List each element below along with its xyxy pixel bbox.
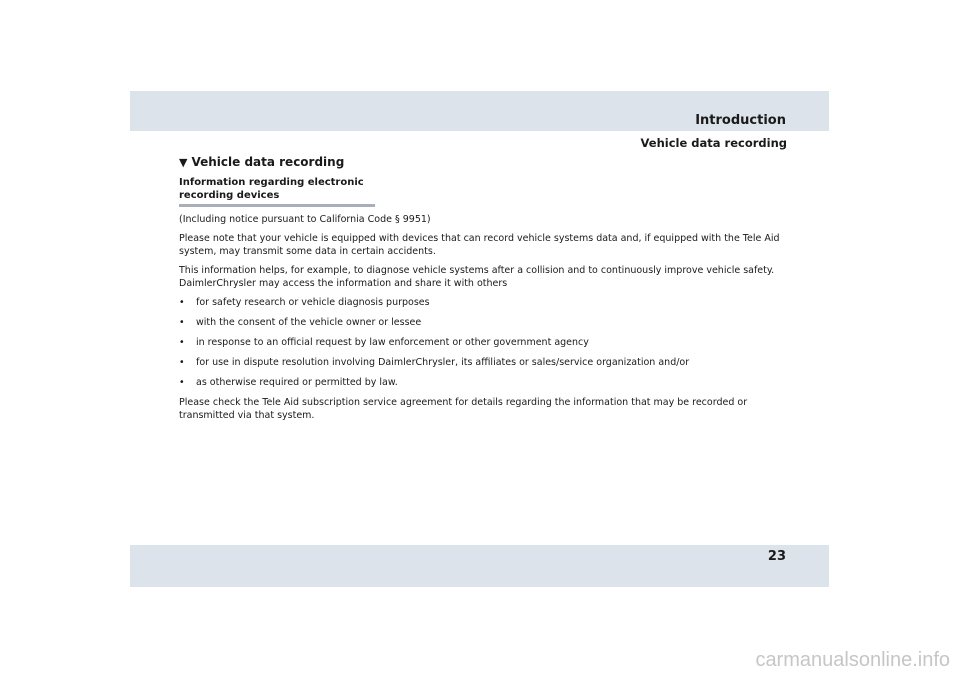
- footer-band: [130, 545, 829, 587]
- header-band: [130, 91, 829, 131]
- paragraph-3: Please check the Tele Aid subscription service agreement for details regarding the information that may be recorded or transmitted via that system.: [179, 397, 748, 421]
- list-item: • as otherwise required or permitted by law.: [179, 376, 794, 389]
- paragraph-1: Please note that your vehicle is equipped with devices that can record vehicle systems data and, if equipped with the Tele Aid system, may transmit some data in certain accidents.: [179, 233, 780, 257]
- main-heading: [179, 155, 344, 169]
- bullet-list: [179, 296, 794, 389]
- body-text: [179, 213, 794, 428]
- section-title: Vehicle data recording: [640, 136, 787, 150]
- notice-text: (Including notice pursuant to California Code § 9951): [179, 214, 431, 225]
- chapter-title: Introduction: [695, 113, 786, 128]
- subheading: Information regarding electronic recording devices: [179, 176, 375, 207]
- main-heading-text: Vehicle data recording: [191, 155, 345, 169]
- page-number: 23: [767, 549, 786, 564]
- list-item: • with the consent of the vehicle owner or lessee: [179, 316, 794, 329]
- triangle-down-icon: ▼: [179, 156, 188, 169]
- list-item: • in response to an official request by law enforcement or other government agency: [179, 336, 794, 349]
- list-item: • for use in dispute resolution involving DaimlerChrysler, its affiliates or sales/service organization and/or: [179, 356, 794, 369]
- paragraph-2: This information helps, for example, to diagnose vehicle systems after a collision and to continuously improve vehicle safety. DaimlerChrysler may access the information and share it with others: [179, 265, 775, 289]
- list-item: • for safety research or vehicle diagnosis purposes: [179, 296, 794, 309]
- watermark: carmanualsonline.info: [755, 649, 950, 671]
